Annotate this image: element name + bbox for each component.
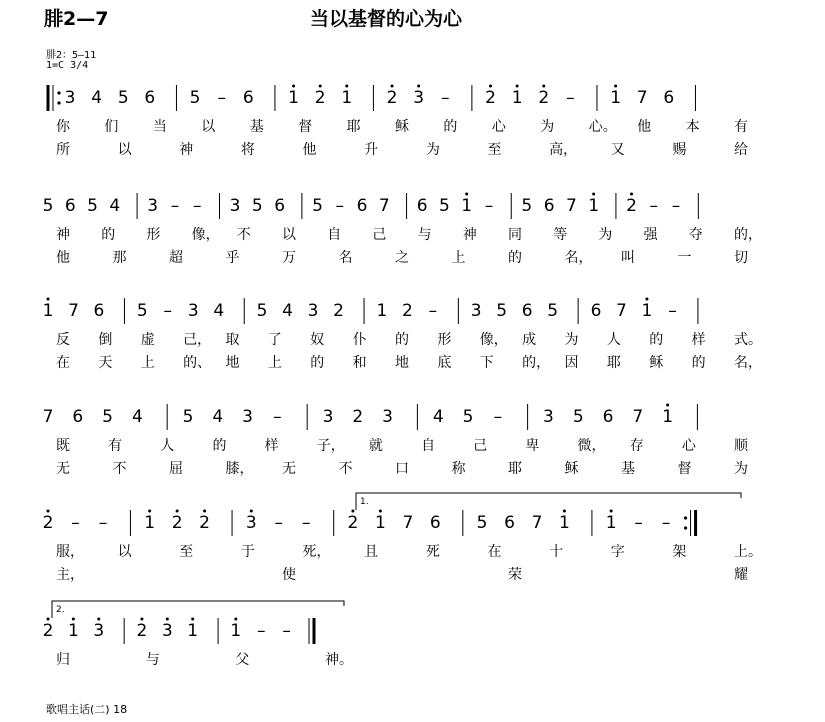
lyric-verse-1: 父	[235, 652, 250, 668]
lyric-verse-2: 无	[56, 461, 70, 477]
note: 5	[87, 196, 98, 216]
lyric-verse-1: 了	[267, 332, 282, 348]
note: 5	[521, 196, 533, 216]
lyric-verse-2: 将	[240, 142, 255, 158]
high-octave-dot	[203, 510, 206, 513]
lyric-verse-1: 死，	[302, 544, 331, 560]
note: 5	[189, 88, 201, 108]
lyric-verse-2: 荣	[508, 567, 522, 583]
dash-note: –	[493, 407, 503, 427]
lyric-verse-1: 己	[372, 227, 387, 243]
lyric-verse-1: 服，	[56, 544, 84, 560]
note: 3	[147, 196, 159, 216]
lyric-verse-1: 样	[691, 332, 706, 348]
lyric-verse-1: 己	[473, 438, 488, 454]
note: 5	[251, 196, 263, 216]
note: 5	[117, 88, 129, 108]
lyric-verse-1: 基	[249, 119, 264, 135]
song-title: 当以基督的心为心	[310, 8, 463, 30]
note: 2	[314, 88, 326, 108]
note: 5	[439, 196, 450, 216]
high-octave-dot	[47, 618, 50, 621]
note: 2	[626, 196, 637, 216]
dash-note: –	[71, 513, 80, 533]
dash-note: –	[282, 621, 291, 641]
lyric-verse-1: 有	[734, 119, 748, 135]
note: 6	[504, 513, 515, 533]
lyric-verse-1: 虚	[140, 332, 155, 348]
lyric-verse-2: 切	[734, 250, 748, 266]
lyric-verse-1: 你	[56, 119, 70, 135]
scripture-reference: 腓2：5—11	[46, 50, 97, 61]
lyric-verse-1: 的	[212, 438, 227, 454]
lyric-verse-1: 存	[629, 438, 644, 454]
lyric-verse-2: 升	[364, 142, 379, 158]
lyric-verse-1: 至	[179, 544, 194, 560]
note: 2	[347, 513, 359, 533]
dash-note: –	[441, 88, 450, 108]
note: 5	[312, 196, 323, 216]
high-octave-dot	[563, 510, 566, 513]
note: 5	[182, 407, 194, 427]
lyric-verse-2: 和	[352, 355, 367, 371]
lyric-verse-1: 稣	[395, 119, 409, 135]
lyric-verse-1: 归	[56, 652, 70, 668]
lyric-verse-2: 乎	[225, 250, 240, 266]
note: 6	[602, 407, 614, 427]
lyric-verse-2: 称	[451, 461, 466, 477]
lyric-verse-2: 至	[487, 142, 502, 158]
note: 3	[413, 88, 425, 108]
note: 6	[356, 196, 368, 216]
lyric-verse-2: 耶	[508, 461, 522, 477]
note: 7	[636, 88, 648, 108]
note: 6	[64, 196, 76, 216]
lyric-verse-1: 式。	[734, 332, 762, 348]
note: 7	[632, 407, 644, 427]
lyric-verse-2: 的，	[522, 355, 551, 371]
note: 2	[42, 621, 54, 641]
lyric-verse-1: 成	[522, 332, 537, 348]
note: 2	[136, 621, 148, 641]
note: 2	[42, 513, 54, 533]
lyric-verse-1: 们	[104, 119, 119, 135]
high-octave-dot	[97, 618, 100, 621]
lyric-verse-2: 又	[610, 142, 625, 158]
lyric-verse-2: 口	[395, 461, 409, 477]
lyric-verse-1: 心	[491, 119, 506, 135]
lyric-verse-1: 耶	[346, 119, 361, 135]
lyric-verse-1: 以	[201, 119, 216, 135]
lyric-verse-1: 既	[56, 438, 70, 454]
lyric-verse-2: 上	[267, 355, 282, 371]
lyric-verse-2: 超	[169, 250, 183, 266]
lyric-verse-1: 夺	[688, 227, 703, 243]
note: 7	[68, 301, 79, 321]
note: 7	[565, 196, 577, 216]
note: 3	[245, 513, 257, 533]
note: 5	[102, 407, 113, 427]
repeat-dot	[684, 526, 687, 529]
lyric-verse-1: 强	[643, 227, 658, 243]
high-octave-dot	[592, 193, 595, 196]
lyric-verse-1: 心	[681, 438, 696, 454]
note: 2	[485, 88, 496, 108]
dash-note: –	[170, 196, 180, 216]
lyric-verse-2: 耶	[606, 355, 621, 371]
note: 6	[242, 88, 254, 108]
lyric-verse-2: 的、	[183, 355, 212, 371]
dash-note: –	[274, 513, 284, 533]
lyric-verse-2: 赐	[672, 142, 687, 158]
lyric-verse-1: 他	[637, 119, 652, 135]
lyric-verse-2: 地	[225, 355, 240, 371]
note: 3	[307, 301, 319, 321]
lyric-verse-1: 人	[606, 332, 621, 348]
lyric-verse-2: 上	[140, 355, 155, 371]
lyric-verse-1: 心。	[588, 119, 617, 135]
note: 1	[341, 88, 353, 108]
note: 1	[588, 196, 600, 216]
note: 2	[333, 301, 344, 321]
note: 2	[538, 88, 550, 108]
source-footer: 歌唱主话(二) 18	[46, 703, 128, 716]
lyric-verse-1: 像，	[479, 332, 508, 348]
high-octave-dot	[391, 85, 394, 88]
high-octave-dot	[140, 618, 143, 621]
lyric-verse-2: 下	[479, 355, 494, 371]
dash-note: –	[98, 513, 108, 533]
note: 5	[256, 301, 268, 321]
high-octave-dot	[645, 298, 648, 301]
lyric-verse-2: 为	[425, 142, 440, 158]
lyric-verse-1: 字	[610, 544, 625, 560]
high-octave-dot	[417, 85, 420, 88]
lyric-verse-2: 为	[734, 461, 748, 477]
lyric-verse-1: 等	[553, 227, 568, 243]
lyric-verse-1: 顺	[734, 438, 748, 454]
high-octave-dot	[148, 510, 151, 513]
lyric-verse-2: 上	[451, 250, 466, 266]
note: 6	[663, 88, 675, 108]
lyric-verse-2: 膝，	[225, 461, 254, 477]
note: 5	[42, 196, 54, 216]
high-octave-dot	[292, 85, 295, 88]
lyric-verse-2: 的	[691, 355, 706, 371]
note: 1	[187, 621, 199, 641]
volta-number: 2.	[56, 605, 65, 615]
note: 3	[64, 88, 76, 108]
lyric-verse-2: 之	[395, 250, 409, 266]
note: 5	[476, 513, 488, 533]
dash-note: –	[256, 621, 266, 641]
high-octave-dot	[72, 618, 75, 621]
lyric-verse-1: 为	[598, 227, 613, 243]
high-octave-dot	[614, 85, 617, 88]
note: 2	[171, 513, 183, 533]
lyric-verse-2: 他	[56, 250, 70, 266]
lyric-verse-1: 神	[462, 227, 477, 243]
high-octave-dot	[351, 510, 354, 513]
note: 2	[386, 88, 398, 108]
note: 1	[641, 301, 653, 321]
dash-note: –	[649, 196, 659, 216]
lyric-verse-2: 名，	[564, 250, 593, 266]
lyric-verse-2: 使	[282, 567, 296, 583]
lyric-verse-1: 就	[368, 438, 383, 454]
note: 7	[616, 301, 627, 321]
lyric-verse-1: 本	[685, 119, 700, 135]
note: 5	[136, 301, 148, 321]
note: 1	[605, 513, 617, 533]
lyric-verse-1: 的	[101, 227, 116, 243]
lyric-verse-2: 屈	[169, 461, 183, 477]
note: 1	[42, 301, 54, 321]
lyric-verse-1: 神。	[325, 652, 353, 668]
volta-bracket	[356, 493, 741, 510]
note: 6	[429, 513, 441, 533]
note: 6	[521, 301, 533, 321]
lyric-verse-1: 死	[425, 544, 440, 560]
lyric-verse-2: 的	[310, 355, 325, 371]
lyric-verse-1: 卑	[525, 438, 540, 454]
high-octave-dot	[465, 193, 468, 196]
lyric-verse-1: 的	[649, 332, 664, 348]
lyric-verse-1: 在	[487, 544, 502, 560]
note: 1	[374, 513, 386, 533]
dash-note: –	[634, 513, 643, 533]
lyric-verse-1: 人	[160, 438, 175, 454]
lyric-verse-1: 自	[421, 438, 436, 454]
note: 6	[590, 301, 602, 321]
lyric-verse-1: 同	[508, 227, 522, 243]
lyric-verse-2: 以	[117, 142, 132, 158]
lyric-verse-1: 自	[327, 227, 342, 243]
lyric-verse-2: 他	[302, 142, 317, 158]
lyric-verse-2: 在	[56, 355, 70, 371]
lyric-verse-2: 因	[564, 355, 579, 371]
dash-note: –	[192, 196, 202, 216]
high-octave-dot	[345, 85, 348, 88]
lyric-verse-1: 当	[152, 119, 167, 135]
lyric-verse-2: 不	[112, 461, 127, 477]
note: 3	[161, 621, 173, 641]
lyric-verse-2: 底	[437, 355, 452, 371]
high-octave-dot	[319, 85, 322, 88]
lyric-verse-1: 仆	[352, 332, 367, 348]
lyric-verse-1: 己，	[183, 332, 212, 348]
note: 1	[610, 88, 622, 108]
note: 2	[352, 407, 364, 427]
lyric-verse-1: 样	[264, 438, 279, 454]
lyric-verse-2: 稣	[564, 461, 579, 477]
lyric-verse-1: 不	[236, 227, 251, 243]
note: 4	[131, 407, 143, 427]
lyric-verse-2: 基	[621, 461, 635, 477]
dash-note: –	[163, 301, 173, 321]
lyric-verse-1: 形	[146, 227, 161, 243]
dash-note: –	[661, 513, 671, 533]
lyric-verse-1: 架	[672, 544, 687, 560]
dash-note: –	[668, 301, 677, 321]
lyric-verse-2: 天	[98, 355, 113, 371]
lyric-verse-2: 名，	[734, 355, 762, 371]
dash-note: –	[273, 407, 282, 427]
repeat-dot	[57, 91, 60, 94]
dash-note: –	[484, 196, 494, 216]
note: 3	[543, 407, 554, 427]
lyric-verse-1: 的，	[734, 227, 762, 243]
note: 5	[496, 301, 508, 321]
note: 4	[213, 301, 225, 321]
note: 4	[282, 301, 293, 321]
lyric-verse-1: 倒	[98, 332, 113, 348]
note: 1	[230, 621, 242, 641]
note: 1	[511, 88, 523, 108]
lyric-verse-1: 的	[443, 119, 458, 135]
lyric-verse-2: 高，	[549, 142, 578, 158]
lyric-verse-1: 于	[240, 544, 255, 560]
high-octave-dot	[489, 85, 492, 88]
note: 1	[67, 621, 79, 641]
lyric-verse-1: 有	[108, 438, 123, 454]
lyric-verse-2: 一	[677, 250, 692, 266]
lyric-verse-1: 形	[437, 332, 452, 348]
repeat-dot	[684, 516, 687, 519]
lyric-verse-2: 不	[338, 461, 353, 477]
high-octave-dot	[516, 85, 519, 88]
lyric-verse-2: 万	[282, 250, 296, 266]
high-octave-dot	[610, 510, 613, 513]
note: 2	[401, 301, 413, 321]
high-octave-dot	[666, 404, 669, 407]
high-octave-dot	[47, 298, 50, 301]
note: 1	[288, 88, 299, 108]
note: 7	[378, 196, 390, 216]
lyric-verse-2: 叫	[621, 250, 635, 266]
note: 3	[382, 407, 394, 427]
note: 3	[242, 407, 254, 427]
lyric-verse-2: 给	[734, 142, 748, 158]
lyric-verse-1: 上。	[734, 544, 762, 560]
note: 3	[187, 301, 199, 321]
note: 6	[416, 196, 428, 216]
note: 2	[199, 513, 210, 533]
note: 1	[559, 513, 570, 533]
high-octave-dot	[379, 510, 382, 513]
high-octave-dot	[47, 510, 50, 513]
high-octave-dot	[542, 85, 545, 88]
high-octave-dot	[250, 510, 253, 513]
lyric-verse-1: 为	[540, 119, 555, 135]
dash-note: –	[671, 196, 681, 216]
note: 6	[72, 407, 84, 427]
note: 4	[91, 88, 103, 108]
note: 5	[547, 301, 559, 321]
key-and-time-signature: 1=C 3/4	[46, 60, 89, 71]
note: 5	[572, 407, 584, 427]
dash-note: –	[301, 513, 311, 533]
note: 1	[144, 513, 156, 533]
volta-number: 1.	[360, 497, 369, 507]
note: 4	[212, 407, 224, 427]
note: 7	[531, 513, 543, 533]
lyric-verse-2: 名	[338, 250, 353, 266]
lyric-verse-1: 以	[282, 227, 296, 243]
high-octave-dot	[630, 193, 633, 196]
lyric-verse-2: 的	[508, 250, 522, 266]
dash-note: –	[566, 88, 575, 108]
lyric-verse-1: 的	[395, 332, 409, 348]
note: 6	[274, 196, 286, 216]
note: 1	[376, 301, 388, 321]
note: 7	[402, 513, 414, 533]
lyric-verse-1: 督	[298, 119, 313, 135]
lyric-verse-2: 那	[112, 250, 127, 266]
lyric-verse-1: 神	[56, 227, 70, 243]
lyric-verse-1: 以	[117, 544, 132, 560]
note: 3	[93, 621, 105, 641]
lyric-verse-1: 像，	[191, 227, 220, 243]
high-octave-dot	[176, 510, 179, 513]
lyric-verse-2: 稣	[649, 355, 664, 371]
dash-note: –	[217, 88, 226, 108]
lyric-verse-2: 督	[677, 461, 692, 477]
high-octave-dot	[234, 618, 237, 621]
note: 5	[462, 407, 474, 427]
lyric-verse-1: 十	[549, 544, 564, 560]
note: 3	[470, 301, 482, 321]
lyric-verse-2: 主，	[56, 567, 84, 583]
repeat-dot	[57, 101, 60, 104]
dash-note: –	[335, 196, 345, 216]
lyric-verse-2: 耀	[734, 567, 748, 583]
note: 6	[144, 88, 156, 108]
note: 6	[93, 301, 105, 321]
note: 1	[662, 407, 674, 427]
lyric-verse-1: 且	[364, 544, 379, 560]
lyric-verse-1: 奴	[310, 332, 325, 348]
lyric-verse-1: 与	[145, 652, 160, 668]
lyric-verse-2: 地	[395, 355, 409, 371]
dash-note: –	[428, 301, 438, 321]
lyric-verse-2: 无	[282, 461, 296, 477]
lyric-verse-1: 微，	[577, 438, 606, 454]
note: 3	[229, 196, 241, 216]
lyric-verse-1: 取	[225, 332, 240, 348]
note: 4	[432, 407, 444, 427]
lyric-verse-1: 反	[56, 332, 70, 348]
volta-bracket	[52, 601, 344, 618]
high-octave-dot	[166, 618, 169, 621]
note: 7	[42, 407, 54, 427]
note: 6	[543, 196, 555, 216]
note: 1	[461, 196, 473, 216]
lyric-verse-1: 与	[417, 227, 432, 243]
lyric-verse-2: 所	[56, 142, 70, 158]
lyric-verse-1: 子，	[316, 438, 345, 454]
lyric-verse-2: 神	[179, 142, 194, 158]
hymn-number: 腓2—7	[44, 8, 109, 30]
note: 4	[109, 196, 121, 216]
lyric-verse-1: 为	[564, 332, 579, 348]
high-octave-dot	[191, 618, 194, 621]
note: 3	[322, 407, 334, 427]
